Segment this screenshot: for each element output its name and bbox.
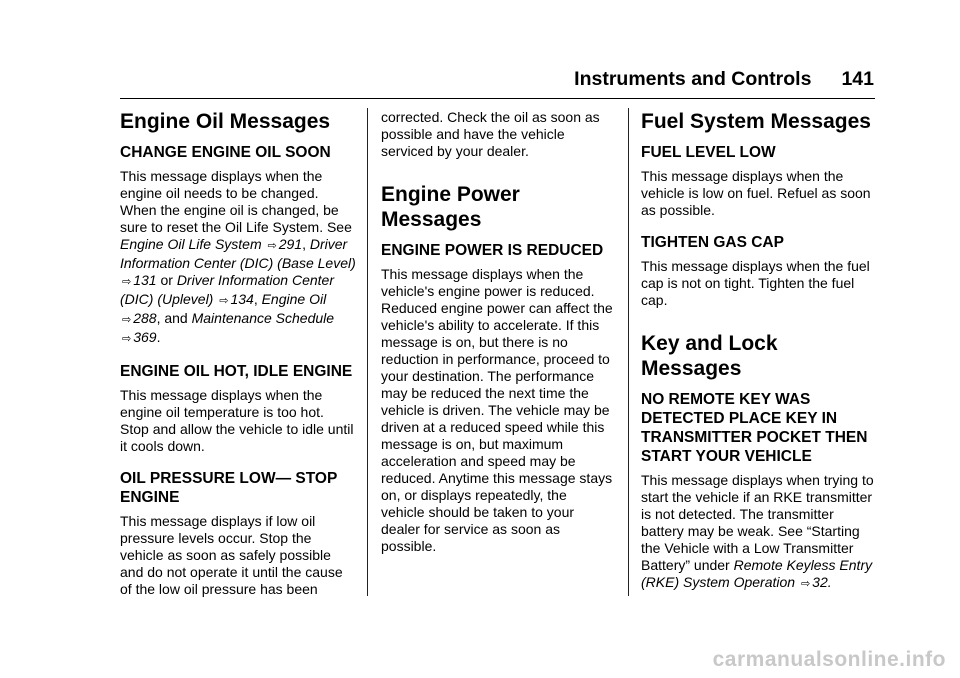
ref-rke-page[interactable]: 32 — [812, 574, 828, 590]
column-1 — [120, 109, 356, 608]
ref-rke-link[interactable]: Remote Keyless Entry (RKE) System Operation — [641, 557, 873, 590]
fuel-level-low-title: FUEL LEVEL LOW — [641, 144, 776, 161]
column-3 — [641, 109, 877, 603]
column-2 — [381, 109, 613, 565]
page-number: 141 — [841, 68, 874, 90]
change-oil-text: This message displays when the engine oil needs to be changed. When the engine oil is changed, be sure to reset the Oil Life System. See Engine Oil Life System ⇨ 291, Driver Information Center (DIC) (Base Level) ⇨ 131 or Driver Information Center (DIC) (Uplevel) ⇨ 134, Engine Oil ⇨ 288, and Maintenance Schedule ⇨ 369. — [120, 168, 356, 345]
and-word: and — [164, 310, 188, 326]
oil-hot-title: ENGINE OIL HOT, IDLE ENGINE — [120, 363, 353, 380]
running-header — [574, 68, 874, 91]
page-arrow-icon: ⇨ — [122, 276, 132, 288]
page-arrow-icon: ⇨ — [800, 578, 811, 590]
ref-dic-base-link[interactable]: Driver Information Center (DIC) (Base Level) — [120, 236, 356, 271]
engine-oil-heading: Engine Oil Messages — [120, 110, 331, 133]
change-oil-title: CHANGE ENGINE OIL SOON — [120, 144, 331, 161]
ref-maintenance-link[interactable]: Maintenance Schedule — [191, 310, 335, 326]
column-divider-1 — [367, 108, 368, 596]
no-remote-key-title: NO REMOTE KEY WAS DETECTED PLACE KEY IN TRANSMITTER POCKET THEN START YOUR VEHICLE — [641, 391, 868, 465]
fuel-system-heading: Fuel System Messages — [641, 110, 871, 133]
page-arrow-icon: ⇨ — [122, 333, 132, 345]
ref-dic-uplevel-page[interactable]: 134 — [230, 291, 254, 307]
or-word: or — [160, 272, 173, 288]
ref-maintenance-page[interactable]: 369 — [133, 329, 157, 345]
oil-pressure-text: This message displays if low oil pressure levels occur. Stop the vehicle as soon as safely possible and do not operate it until the cause of the low oil pressure has been — [120, 513, 343, 597]
ref-engine-oil-link[interactable]: Engine Oil — [261, 291, 327, 307]
no-remote-key-text: This message displays when trying to start the vehicle if an RKE transmitter is not detected. The transmitter battery may be weak. See “Starting the Vehicle with a Low Transmitter Battery” under Remote Keyless Entry (RKE) System Operation ⇨ 32. — [641, 472, 874, 590]
gas-cap-title: TIGHTEN GAS CAP — [641, 234, 784, 251]
page-arrow-icon: ⇨ — [267, 240, 277, 252]
engine-power-heading: Engine Power Messages — [381, 183, 520, 231]
oil-pressure-continued-text: corrected. Check the oil as soon as possible and have the vehicle serviced by your dealer. — [381, 109, 600, 159]
ref-oil-life-page[interactable]: 291 — [278, 236, 303, 252]
section-title: Instruments and Controls — [574, 68, 812, 90]
page-arrow-icon: ⇨ — [219, 295, 229, 307]
page-arrow-icon: ⇨ — [122, 314, 132, 326]
ref-engine-oil-page[interactable]: 288 — [133, 310, 157, 326]
column-divider-2 — [628, 108, 629, 596]
power-reduced-text: This message displays when the vehicle's engine power is reduced. Reduced engine power can affect the vehicle's ability to accelerate. If this message is on, but there is no reduction in performance, proceed to your destination. The performance may be reduced the next time the vehicle is driven. The vehicle may be driven at a reduced speed while this message is on, but maximum acceleration and speed may be reduced. Anytime this message stays on, or displays repeatedly, the vehicle should be taken to your dealer for service as soon as possible. — [381, 266, 613, 554]
fuel-level-low-text: This message displays when the vehicle is low on fuel. Refuel as soon as possible. — [641, 168, 871, 218]
change-oil-body: This message displays when the engine oil needs to be changed. When the engine oil is changed, be sure to reset the Oil Life System. See — [120, 168, 352, 235]
no-remote-key-body: This message displays when trying to start the vehicle if an RKE transmitter is not detected. The transmitter battery may be weak. See “Starting the Vehicle with a Low Transmitter Battery” under — [641, 472, 874, 573]
ref-dic-base-page[interactable]: 131 — [133, 272, 157, 288]
oil-pressure-title: OIL PRESSURE LOW— STOP ENGINE — [120, 470, 338, 506]
oil-hot-text: This message displays when the engine oil temperature is too hot. Stop and allow the vehicle to idle until it cools down. — [120, 387, 354, 454]
ref-oil-life-link[interactable]: Engine Oil Life System — [120, 236, 262, 252]
header-divider — [120, 98, 875, 99]
ref-dic-uplevel-link[interactable]: Driver Information Center (DIC) (Uplevel) — [120, 272, 334, 307]
watermark: carmanualsonline.info — [712, 648, 946, 671]
power-reduced-title: ENGINE POWER IS REDUCED — [381, 242, 604, 259]
key-lock-heading: Key and Lock Messages — [641, 332, 778, 380]
gas-cap-text: This message displays when the fuel cap is not on tight. Tighten the fuel cap. — [641, 258, 870, 308]
